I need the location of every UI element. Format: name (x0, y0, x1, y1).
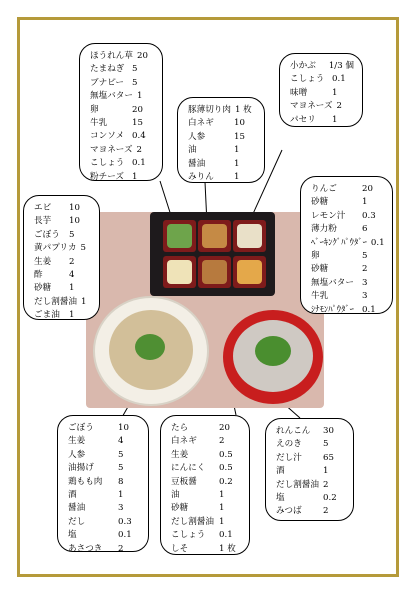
ingredient-qty: 0.5 (219, 463, 233, 474)
ingredient-name: 生姜 (34, 256, 52, 267)
ingredient-name: あさつき (68, 543, 103, 554)
ingredient-qty: 20 (136, 51, 148, 61)
ingredient-row (171, 529, 241, 542)
ingredient-row (290, 60, 354, 73)
ingredient-row (311, 237, 384, 250)
ingredient-row (311, 263, 384, 276)
ingredient-qty: 5 (118, 449, 124, 460)
ingredient-row (90, 157, 154, 170)
ingredient-qty: 0.1 (132, 158, 146, 169)
ingredient-row (290, 87, 354, 100)
ingredient-row (171, 422, 241, 435)
ingredient-name: 小かぶ (290, 61, 316, 71)
ingredient-name: 卵 (311, 251, 320, 262)
ingredient-qty: 5 (132, 64, 138, 75)
ingredient-qty: 1 (136, 91, 143, 102)
ingredient-row (188, 117, 256, 130)
ingredient-name: ごぼう (34, 229, 60, 240)
ingredient-qty: 10 (69, 216, 80, 227)
ingredient-name: パセリ (290, 114, 316, 125)
ingredient-row (90, 77, 154, 90)
ingredient-name: 生姜 (68, 436, 86, 447)
ingredient-name: 粉チーズ (90, 171, 124, 182)
ingredient-row (171, 462, 241, 475)
rice-bowl (93, 296, 209, 406)
callout-cod (160, 415, 250, 555)
ingredient-row (311, 290, 384, 303)
ingredient-row (171, 435, 241, 448)
ingredient-row (90, 117, 154, 130)
ingredient-qty: 4 (118, 436, 124, 447)
ingredient-row (68, 489, 140, 502)
ingredient-name: たら (171, 423, 189, 433)
ingredient-name: ﾍﾞｰｷﾝｸﾞﾊﾟｳﾀﾞｰ (311, 237, 367, 248)
ingredient-name: だし割醤油 (171, 516, 214, 527)
ingredient-qty: 5 (118, 463, 124, 474)
ingredient-row (188, 171, 256, 184)
ingredient-qty: 10 (234, 118, 245, 129)
ingredient-name: 薄力粉 (311, 224, 337, 235)
ingredient-row (276, 438, 345, 451)
ingredient-qty: 3 (362, 277, 368, 288)
ingredient-name: 無塩バター (311, 277, 354, 288)
ingredient-row (171, 489, 241, 502)
ingredient-qty: 2 (336, 101, 343, 112)
ingredient-row (188, 131, 256, 144)
ingredient-name: こしょう (290, 74, 325, 85)
cod-dish (198, 256, 231, 288)
ingredient-qty: 0.2 (323, 493, 337, 504)
ingredient-name: 酒 (276, 466, 285, 477)
ingredient-qty: 1 (332, 114, 338, 125)
ingredient-qty: 1 (69, 310, 75, 321)
ingredient-qty: 1 (234, 158, 240, 169)
ingredient-name: ｼﾅﾓﾝﾊﾟｳﾀﾞｰ (311, 304, 354, 315)
ingredient-name: 油 (171, 490, 180, 501)
ingredient-name: だし割醤油 (276, 479, 319, 490)
ingredient-row (34, 229, 91, 242)
ingredient-qty: 2 (118, 543, 124, 554)
callout-takikomi-rice (57, 415, 149, 552)
ingredient-qty: 0.1 (362, 304, 376, 315)
ingredient-row (171, 502, 241, 515)
ingredient-qty: 10 (69, 203, 80, 213)
ingredient-qty: 2 (136, 144, 143, 155)
ingredient-name: 油揚げ (68, 463, 94, 474)
ingredient-row (311, 196, 384, 209)
ingredient-row (34, 269, 91, 282)
ingredient-row (171, 449, 241, 462)
ingredient-row (171, 516, 241, 529)
ingredient-name: ほうれん草 (90, 51, 133, 61)
ingredient-row (188, 104, 256, 117)
ingredient-row (34, 215, 91, 228)
ingredient-row (34, 202, 91, 215)
ingredient-qty: 15 (234, 131, 245, 142)
ingredient-row (34, 296, 91, 309)
ingredient-qty: 1 (219, 516, 225, 527)
ingredient-qty: 0.1 (332, 74, 346, 85)
ingredient-name: れんこん (276, 426, 311, 436)
ingredient-qty: 1 (234, 145, 240, 156)
ingredient-name: 無塩バター (90, 91, 133, 102)
ingredient-row (68, 529, 140, 542)
ingredient-qty: 65 (323, 452, 334, 463)
ingredient-qty: 1 枚 (234, 105, 252, 115)
ingredient-row (188, 144, 256, 157)
ingredient-name: ごぼう (68, 423, 94, 433)
ingredient-qty: 20 (219, 423, 230, 433)
ingredient-name: ごま油 (34, 310, 60, 321)
ingredient-row (171, 543, 241, 556)
ingredient-row (34, 282, 91, 295)
ingredient-qty: 0.3 (362, 210, 376, 221)
ingredient-name: コンソメ (90, 131, 125, 142)
ingredient-qty: 0.3 (118, 516, 132, 527)
ingredient-name: 長芋 (34, 216, 52, 227)
ingredient-qty: 1 (132, 171, 138, 182)
ingredient-row (90, 104, 154, 117)
ingredient-row (311, 183, 384, 196)
ingredient-name: 人参 (188, 131, 206, 142)
ingredient-qty: 5 (80, 243, 87, 254)
ingredient-qty: 0.5 (219, 449, 233, 460)
callout-pork-roll (177, 97, 265, 183)
ingredient-row (68, 462, 140, 475)
ingredient-row (276, 492, 345, 505)
ingredient-qty: 1 (219, 490, 225, 501)
ingredient-qty: 0.4 (132, 131, 146, 142)
spinach-omelet-dish (163, 220, 196, 252)
ingredient-qty: 1 (118, 490, 124, 501)
ingredient-row (276, 425, 345, 438)
ingredient-row (290, 114, 354, 127)
ingredient-qty: 1 (323, 466, 329, 477)
ingredient-name: こしょう (171, 530, 206, 541)
ingredient-row (311, 250, 384, 263)
ingredient-name: 砂糖 (311, 197, 329, 208)
ingredient-row (290, 73, 354, 86)
ingredient-qty: 2 (69, 256, 75, 267)
turnip-dish (233, 220, 266, 252)
ingredient-name: 豆板醤 (171, 476, 197, 487)
ingredient-name: 生姜 (171, 449, 189, 460)
ingredient-row (68, 435, 140, 448)
ingredient-name: しそ (171, 543, 189, 554)
ingredient-name: だし汁 (276, 452, 302, 463)
ingredient-name: だし (68, 516, 86, 527)
ingredient-row (290, 100, 354, 113)
ingredient-name: 油 (188, 145, 197, 156)
ingredient-qty: 1 (234, 172, 240, 183)
bento-tray (150, 212, 275, 296)
ingredient-name: レモン汁 (311, 210, 346, 221)
ingredient-row (311, 304, 384, 317)
ingredient-qty: 20 (362, 184, 373, 194)
ingredient-row (311, 277, 384, 290)
ingredient-name: 白ネギ (171, 436, 197, 447)
ingredient-row (68, 543, 140, 556)
ingredient-name: 塩 (68, 530, 77, 541)
ingredient-name: マヨネーズ (90, 144, 133, 155)
ingredient-qty: 2 (323, 479, 329, 490)
ingredient-row (276, 465, 345, 478)
ingredient-name: 醤油 (188, 158, 206, 169)
ingredient-qty: 15 (132, 118, 143, 129)
ingredient-qty: 20 (132, 104, 143, 115)
ingredient-row (311, 223, 384, 236)
ingredient-qty: 10 (118, 423, 129, 433)
ingredient-qty: 2 (323, 506, 329, 517)
ingredient-qty: 2 (219, 436, 225, 447)
ingredient-qty: 1 (332, 87, 338, 98)
ingredient-qty: 6 (362, 224, 368, 235)
ingredient-name: りんご (311, 184, 337, 194)
ingredient-qty: 0.1 (370, 237, 385, 248)
ingredient-name: 酢 (34, 270, 43, 281)
ingredient-name: たまねぎ (90, 64, 125, 75)
ingredient-row (276, 479, 345, 492)
ingredient-qty: 3 (362, 291, 368, 302)
ingredient-name: にんにく (171, 463, 206, 474)
ingredient-qty: 5 (362, 251, 368, 262)
apple-cake-dish (233, 256, 266, 288)
ingredient-name: 牛乳 (311, 291, 329, 302)
ingredient-row (90, 171, 154, 184)
callout-spinach-omelet (79, 43, 163, 181)
ingredient-row (68, 516, 140, 529)
ingredient-row (68, 502, 140, 515)
ingredient-name: 鶏もも肉 (68, 476, 103, 487)
ingredient-row (90, 144, 154, 157)
ingredient-name: 酒 (68, 490, 77, 501)
ingredient-qty: 1/3 個 (328, 61, 354, 71)
ingredient-name: みつば (276, 506, 302, 517)
ingredient-row (90, 50, 154, 63)
ingredient-name: 白ネギ (188, 118, 214, 129)
callout-lotus-soup (265, 418, 354, 521)
ingredient-row (68, 422, 140, 435)
ingredient-qty: 1 (80, 296, 87, 307)
ingredient-row (90, 90, 154, 103)
ingredient-qty: 3 (118, 503, 124, 514)
ingredient-row (171, 476, 241, 489)
pork-roll-dish (198, 220, 231, 252)
ingredient-row (276, 452, 345, 465)
ingredient-row (90, 63, 154, 76)
ingredient-name: エビ (34, 203, 52, 213)
ingredient-name: ブナピー (90, 77, 125, 88)
ingredient-qty: 2 (362, 264, 368, 275)
ingredient-name: 味噌 (290, 87, 308, 98)
ingredient-name: 醤油 (68, 503, 86, 514)
ingredient-name: 豚薄切り肉 (188, 105, 231, 115)
ingredient-name: 砂糖 (34, 283, 52, 294)
ingredient-qty: 4 (69, 270, 75, 281)
ingredient-qty: 5 (69, 229, 75, 240)
ingredient-name: えのき (276, 439, 302, 450)
ingredient-name: 砂糖 (311, 264, 329, 275)
ingredient-name: だし割醤油 (34, 296, 77, 307)
ingredient-row (68, 476, 140, 489)
ingredient-name: 人参 (68, 449, 86, 460)
ingredient-row (276, 505, 345, 518)
ingredient-qty: 5 (323, 439, 329, 450)
ingredient-qty: 8 (118, 476, 124, 487)
ingredient-name: 卵 (90, 104, 99, 115)
ingredient-row (188, 158, 256, 171)
ingredient-qty: 1 (219, 503, 225, 514)
ingredient-row (34, 309, 91, 322)
ingredient-name: みりん (188, 172, 214, 183)
callout-turnip (279, 53, 363, 127)
ingredient-name: 牛乳 (90, 118, 108, 129)
ingredient-qty: 0.2 (219, 476, 233, 487)
ingredient-name: 黄パプリカ (34, 243, 77, 254)
ingredient-qty: 5 (132, 77, 138, 88)
ingredient-qty: 0.1 (219, 530, 233, 541)
ingredient-row (34, 242, 91, 255)
ingredient-name: こしょう (90, 158, 125, 169)
ingredient-row (90, 130, 154, 143)
ingredient-name: 塩 (276, 493, 285, 504)
ingredient-qty: 0.1 (118, 530, 132, 541)
callout-apple-cake (300, 176, 393, 314)
ingredient-row (34, 256, 91, 269)
ingredient-row (311, 210, 384, 223)
ingredient-qty: 1 枚 (219, 543, 236, 554)
ingredient-name: マヨネーズ (290, 101, 333, 112)
shrimp-yam-dish (163, 256, 196, 288)
ingredient-qty: 1 (362, 197, 368, 208)
ingredient-name: 砂糖 (171, 503, 189, 514)
callout-shrimp-yam (23, 195, 100, 320)
ingredient-qty: 30 (323, 426, 334, 436)
ingredient-qty: 1 (69, 283, 75, 294)
soup-bowl (223, 310, 323, 404)
ingredient-row (68, 449, 140, 462)
